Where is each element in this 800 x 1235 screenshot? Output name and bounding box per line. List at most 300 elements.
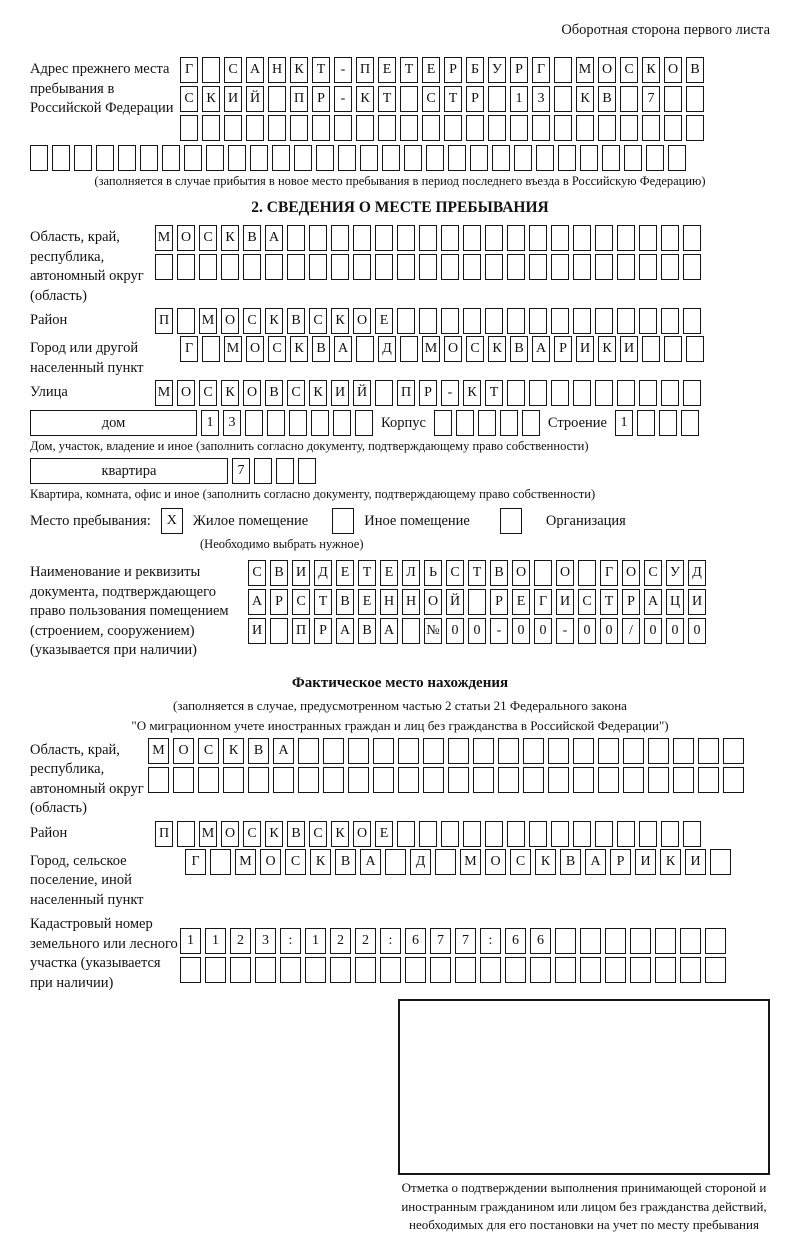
char-box[interactable] — [397, 225, 415, 251]
char-box[interactable] — [623, 738, 644, 764]
char-box[interactable]: Л — [402, 560, 420, 586]
char-box[interactable]: К — [265, 821, 283, 847]
char-box[interactable]: П — [155, 821, 173, 847]
char-box[interactable]: Д — [378, 336, 396, 362]
char-box[interactable] — [400, 336, 418, 362]
char-box[interactable]: С — [292, 589, 310, 615]
char-box[interactable]: В — [312, 336, 330, 362]
char-box[interactable]: 6 — [505, 928, 526, 954]
char-box[interactable] — [554, 57, 572, 83]
char-box[interactable] — [573, 254, 591, 280]
char-box[interactable] — [698, 738, 719, 764]
char-box[interactable]: А — [380, 618, 398, 644]
char-box[interactable]: 0 — [534, 618, 552, 644]
char-box[interactable]: Р — [622, 589, 640, 615]
char-box[interactable] — [617, 308, 635, 334]
char-box[interactable]: 1 — [180, 928, 201, 954]
char-box[interactable]: Г — [534, 589, 552, 615]
char-box[interactable]: Р — [510, 57, 528, 83]
char-box[interactable] — [468, 589, 486, 615]
char-box[interactable]: О — [353, 821, 371, 847]
char-box[interactable] — [280, 957, 301, 983]
char-box[interactable]: О — [246, 336, 264, 362]
char-box[interactable]: К — [309, 380, 327, 406]
char-box[interactable] — [686, 336, 704, 362]
char-box[interactable] — [554, 86, 572, 112]
char-box[interactable] — [485, 308, 503, 334]
char-box[interactable]: Д — [314, 560, 332, 586]
char-box[interactable] — [548, 767, 569, 793]
char-box[interactable]: О — [444, 336, 462, 362]
char-box[interactable]: М — [235, 849, 256, 875]
char-box[interactable] — [595, 308, 613, 334]
char-box[interactable]: М — [224, 336, 242, 362]
char-box[interactable] — [646, 145, 664, 171]
char-box[interactable] — [298, 458, 316, 484]
char-box[interactable]: О — [353, 308, 371, 334]
char-box[interactable] — [270, 618, 288, 644]
char-box[interactable]: К — [356, 86, 374, 112]
char-box[interactable] — [356, 115, 374, 141]
char-box[interactable]: Н — [402, 589, 420, 615]
char-box[interactable]: В — [510, 336, 528, 362]
char-box[interactable] — [617, 254, 635, 280]
char-box[interactable]: П — [292, 618, 310, 644]
char-box[interactable] — [485, 821, 503, 847]
char-box[interactable] — [248, 767, 269, 793]
char-box[interactable] — [180, 115, 198, 141]
char-box[interactable]: К — [221, 225, 239, 251]
char-box[interactable]: А — [248, 589, 266, 615]
char-box[interactable]: И — [292, 560, 310, 586]
char-box[interactable] — [507, 380, 525, 406]
char-box[interactable] — [254, 458, 272, 484]
char-box[interactable]: К — [265, 308, 283, 334]
char-box[interactable] — [422, 115, 440, 141]
char-box[interactable]: Г — [185, 849, 206, 875]
char-box[interactable]: В — [248, 738, 269, 764]
char-box[interactable] — [404, 145, 422, 171]
char-box[interactable]: 0 — [688, 618, 706, 644]
char-box[interactable] — [273, 767, 294, 793]
char-box[interactable] — [686, 86, 704, 112]
char-box[interactable] — [623, 767, 644, 793]
char-box[interactable] — [507, 254, 525, 280]
char-box[interactable]: О — [221, 308, 239, 334]
char-box[interactable] — [245, 410, 263, 436]
char-box[interactable] — [177, 254, 195, 280]
char-box[interactable]: Ц — [666, 589, 684, 615]
char-box[interactable] — [617, 821, 635, 847]
char-box[interactable] — [595, 254, 613, 280]
char-box[interactable]: В — [686, 57, 704, 83]
char-box[interactable] — [373, 767, 394, 793]
char-box[interactable] — [223, 767, 244, 793]
char-box[interactable]: С — [578, 589, 596, 615]
char-box[interactable]: С — [422, 86, 440, 112]
char-box[interactable] — [265, 254, 283, 280]
char-box[interactable] — [312, 115, 330, 141]
char-box[interactable]: 3 — [223, 410, 241, 436]
char-box[interactable] — [355, 410, 373, 436]
char-box[interactable] — [305, 957, 326, 983]
char-box[interactable] — [331, 225, 349, 251]
char-box[interactable]: О — [598, 57, 616, 83]
char-box[interactable] — [470, 145, 488, 171]
char-box[interactable] — [536, 145, 554, 171]
char-box[interactable] — [463, 225, 481, 251]
char-box[interactable]: С — [285, 849, 306, 875]
char-box[interactable] — [177, 308, 195, 334]
char-box[interactable]: К — [223, 738, 244, 764]
char-box[interactable]: 1 — [305, 928, 326, 954]
char-box[interactable] — [463, 821, 481, 847]
char-box[interactable] — [523, 738, 544, 764]
char-box[interactable] — [448, 145, 466, 171]
char-box[interactable] — [397, 821, 415, 847]
char-box[interactable] — [488, 115, 506, 141]
char-box[interactable]: У — [666, 560, 684, 586]
char-box[interactable]: Д — [410, 849, 431, 875]
char-box[interactable] — [287, 254, 305, 280]
char-box[interactable] — [478, 410, 496, 436]
char-box[interactable]: С — [466, 336, 484, 362]
char-box[interactable]: 1 — [205, 928, 226, 954]
char-box[interactable]: П — [290, 86, 308, 112]
char-box[interactable] — [173, 767, 194, 793]
char-box[interactable] — [419, 821, 437, 847]
char-box[interactable] — [705, 957, 726, 983]
char-box[interactable] — [353, 254, 371, 280]
char-box[interactable] — [529, 225, 547, 251]
char-box[interactable]: С — [309, 308, 327, 334]
char-box[interactable]: : — [280, 928, 301, 954]
char-box[interactable]: В — [490, 560, 508, 586]
char-box[interactable]: - — [490, 618, 508, 644]
char-box[interactable] — [202, 57, 220, 83]
char-box[interactable]: 7 — [430, 928, 451, 954]
char-box[interactable]: 0 — [512, 618, 530, 644]
char-box[interactable] — [723, 738, 744, 764]
char-box[interactable]: М — [155, 380, 173, 406]
char-box[interactable]: 7 — [232, 458, 250, 484]
char-box[interactable] — [202, 336, 220, 362]
char-box[interactable] — [683, 308, 701, 334]
char-box[interactable] — [348, 767, 369, 793]
char-box[interactable] — [510, 115, 528, 141]
char-box[interactable] — [177, 821, 195, 847]
char-box[interactable]: Р — [419, 380, 437, 406]
char-box[interactable]: П — [397, 380, 415, 406]
char-box[interactable]: В — [335, 849, 356, 875]
char-box[interactable]: С — [199, 225, 217, 251]
char-box[interactable] — [400, 86, 418, 112]
char-box[interactable] — [330, 957, 351, 983]
char-box[interactable]: К — [331, 308, 349, 334]
char-box[interactable]: 1 — [201, 410, 219, 436]
char-box[interactable] — [661, 380, 679, 406]
char-box[interactable] — [355, 957, 376, 983]
char-box[interactable]: М — [148, 738, 169, 764]
char-box[interactable]: М — [199, 308, 217, 334]
char-box[interactable]: С — [620, 57, 638, 83]
char-box[interactable] — [184, 145, 202, 171]
char-box[interactable] — [661, 308, 679, 334]
char-box[interactable] — [573, 738, 594, 764]
char-box[interactable]: С — [287, 380, 305, 406]
char-box[interactable] — [441, 308, 459, 334]
char-box[interactable] — [505, 957, 526, 983]
char-box[interactable] — [673, 738, 694, 764]
char-box[interactable] — [580, 145, 598, 171]
char-box[interactable]: Р — [444, 57, 462, 83]
char-box[interactable]: В — [358, 618, 376, 644]
char-box[interactable] — [448, 767, 469, 793]
char-box[interactable]: 6 — [405, 928, 426, 954]
char-box[interactable] — [210, 849, 231, 875]
char-box[interactable] — [323, 767, 344, 793]
char-box[interactable] — [246, 115, 264, 141]
char-box[interactable] — [617, 380, 635, 406]
char-box[interactable] — [664, 336, 682, 362]
char-box[interactable] — [551, 308, 569, 334]
char-box[interactable]: О — [177, 380, 195, 406]
char-box[interactable] — [441, 821, 459, 847]
char-box[interactable]: У — [488, 57, 506, 83]
char-box[interactable]: Н — [268, 57, 286, 83]
char-box[interactable] — [668, 145, 686, 171]
char-box[interactable]: О — [177, 225, 195, 251]
char-box[interactable]: Т — [485, 380, 503, 406]
char-box[interactable] — [659, 410, 677, 436]
char-box[interactable] — [441, 225, 459, 251]
char-box[interactable]: / — [622, 618, 640, 644]
char-box[interactable]: - — [334, 86, 352, 112]
char-box[interactable]: К — [202, 86, 220, 112]
char-box[interactable] — [548, 738, 569, 764]
char-box[interactable]: С — [248, 560, 266, 586]
char-box[interactable] — [221, 254, 239, 280]
char-box[interactable] — [661, 821, 679, 847]
char-box[interactable] — [595, 225, 613, 251]
char-box[interactable]: № — [424, 618, 442, 644]
char-box[interactable]: О — [424, 589, 442, 615]
char-box[interactable] — [498, 767, 519, 793]
char-box[interactable]: Б — [466, 57, 484, 83]
char-box[interactable] — [287, 225, 305, 251]
char-box[interactable]: - — [441, 380, 459, 406]
char-box[interactable] — [648, 767, 669, 793]
char-box[interactable] — [723, 767, 744, 793]
char-box[interactable]: О — [260, 849, 281, 875]
char-box[interactable] — [580, 957, 601, 983]
char-box[interactable] — [530, 957, 551, 983]
char-box[interactable]: И — [556, 589, 574, 615]
char-box[interactable]: 6 — [530, 928, 551, 954]
char-box[interactable] — [435, 849, 456, 875]
char-box[interactable] — [683, 254, 701, 280]
char-box[interactable]: В — [287, 308, 305, 334]
char-box[interactable]: Т — [444, 86, 462, 112]
char-box[interactable] — [473, 767, 494, 793]
char-box[interactable]: Р — [490, 589, 508, 615]
char-box[interactable] — [551, 380, 569, 406]
char-box[interactable]: О — [173, 738, 194, 764]
char-box[interactable]: Й — [446, 589, 464, 615]
char-box[interactable] — [532, 115, 550, 141]
char-box[interactable] — [661, 225, 679, 251]
char-box[interactable]: М — [199, 821, 217, 847]
char-box[interactable] — [380, 957, 401, 983]
char-box[interactable] — [605, 928, 626, 954]
char-box[interactable]: 2 — [355, 928, 376, 954]
char-box[interactable] — [529, 254, 547, 280]
char-box[interactable] — [316, 145, 334, 171]
char-box[interactable]: 0 — [644, 618, 662, 644]
char-box[interactable]: 0 — [468, 618, 486, 644]
char-box[interactable] — [514, 145, 532, 171]
char-box[interactable] — [267, 410, 285, 436]
char-box[interactable] — [397, 308, 415, 334]
char-box[interactable] — [456, 410, 474, 436]
char-box[interactable]: С — [510, 849, 531, 875]
char-box[interactable] — [298, 738, 319, 764]
char-box[interactable] — [683, 380, 701, 406]
char-box[interactable]: В — [243, 225, 261, 251]
char-box[interactable]: Р — [554, 336, 572, 362]
char-box[interactable]: К — [660, 849, 681, 875]
char-box[interactable] — [298, 767, 319, 793]
char-box[interactable]: К — [598, 336, 616, 362]
char-box[interactable] — [202, 115, 220, 141]
char-box[interactable]: - — [334, 57, 352, 83]
char-box[interactable] — [551, 254, 569, 280]
char-box[interactable]: С — [309, 821, 327, 847]
char-box[interactable]: О — [485, 849, 506, 875]
char-box[interactable] — [268, 115, 286, 141]
char-box[interactable]: Р — [312, 86, 330, 112]
char-box[interactable] — [485, 254, 503, 280]
char-box[interactable]: Е — [358, 589, 376, 615]
char-box[interactable] — [311, 410, 329, 436]
char-box[interactable]: А — [336, 618, 354, 644]
char-box[interactable]: О — [243, 380, 261, 406]
char-box[interactable]: Т — [312, 57, 330, 83]
char-box[interactable]: В — [598, 86, 616, 112]
char-box[interactable] — [334, 115, 352, 141]
char-box[interactable] — [710, 849, 731, 875]
char-box[interactable]: 0 — [446, 618, 464, 644]
char-box[interactable]: Т — [400, 57, 418, 83]
char-box[interactable]: Е — [375, 308, 393, 334]
char-box[interactable] — [498, 738, 519, 764]
char-box[interactable]: 2 — [330, 928, 351, 954]
char-box[interactable]: В — [560, 849, 581, 875]
char-box[interactable]: Й — [353, 380, 371, 406]
char-box[interactable] — [419, 225, 437, 251]
other-premises-checkbox[interactable] — [332, 508, 354, 534]
char-box[interactable]: 0 — [666, 618, 684, 644]
char-box[interactable]: Й — [246, 86, 264, 112]
char-box[interactable]: И — [248, 618, 266, 644]
char-box[interactable] — [373, 738, 394, 764]
char-box[interactable] — [680, 928, 701, 954]
char-box[interactable] — [290, 115, 308, 141]
char-box[interactable] — [162, 145, 180, 171]
char-box[interactable]: С — [199, 380, 217, 406]
char-box[interactable] — [397, 254, 415, 280]
char-box[interactable]: Р — [270, 589, 288, 615]
char-box[interactable] — [375, 254, 393, 280]
char-box[interactable] — [294, 145, 312, 171]
char-box[interactable]: В — [270, 560, 288, 586]
char-box[interactable]: О — [664, 57, 682, 83]
char-box[interactable] — [680, 957, 701, 983]
char-box[interactable] — [448, 738, 469, 764]
char-box[interactable] — [500, 410, 518, 436]
char-box[interactable] — [551, 821, 569, 847]
char-box[interactable] — [507, 308, 525, 334]
char-box[interactable]: А — [360, 849, 381, 875]
char-box[interactable]: - — [556, 618, 574, 644]
char-box[interactable] — [630, 957, 651, 983]
char-box[interactable] — [375, 225, 393, 251]
char-box[interactable] — [199, 254, 217, 280]
char-box[interactable] — [602, 145, 620, 171]
char-box[interactable]: Р — [314, 618, 332, 644]
char-box[interactable] — [595, 821, 613, 847]
char-box[interactable] — [419, 254, 437, 280]
char-box[interactable] — [441, 254, 459, 280]
char-box[interactable]: М — [576, 57, 594, 83]
char-box[interactable] — [205, 957, 226, 983]
char-box[interactable]: : — [480, 928, 501, 954]
char-box[interactable] — [400, 115, 418, 141]
char-box[interactable] — [492, 145, 510, 171]
char-box[interactable]: В — [287, 821, 305, 847]
char-box[interactable]: Н — [380, 589, 398, 615]
char-box[interactable] — [605, 957, 626, 983]
char-box[interactable] — [595, 380, 613, 406]
char-box[interactable] — [402, 618, 420, 644]
char-box[interactable]: С — [243, 821, 261, 847]
char-box[interactable]: Т — [600, 589, 618, 615]
char-box[interactable] — [463, 308, 481, 334]
char-box[interactable] — [507, 225, 525, 251]
char-box[interactable]: С — [446, 560, 464, 586]
char-box[interactable]: К — [642, 57, 660, 83]
char-box[interactable] — [598, 767, 619, 793]
char-box[interactable]: С — [243, 308, 261, 334]
char-box[interactable] — [637, 410, 655, 436]
char-box[interactable] — [529, 308, 547, 334]
char-box[interactable] — [664, 86, 682, 112]
char-box[interactable] — [555, 957, 576, 983]
char-box[interactable] — [639, 225, 657, 251]
char-box[interactable]: Т — [358, 560, 376, 586]
char-box[interactable] — [30, 145, 48, 171]
char-box[interactable] — [578, 560, 596, 586]
char-box[interactable] — [639, 308, 657, 334]
char-box[interactable]: И — [688, 589, 706, 615]
char-box[interactable] — [555, 928, 576, 954]
char-box[interactable] — [655, 957, 676, 983]
char-box[interactable] — [573, 767, 594, 793]
char-box[interactable] — [639, 254, 657, 280]
char-box[interactable] — [617, 225, 635, 251]
char-box[interactable] — [375, 380, 393, 406]
char-box[interactable] — [385, 849, 406, 875]
